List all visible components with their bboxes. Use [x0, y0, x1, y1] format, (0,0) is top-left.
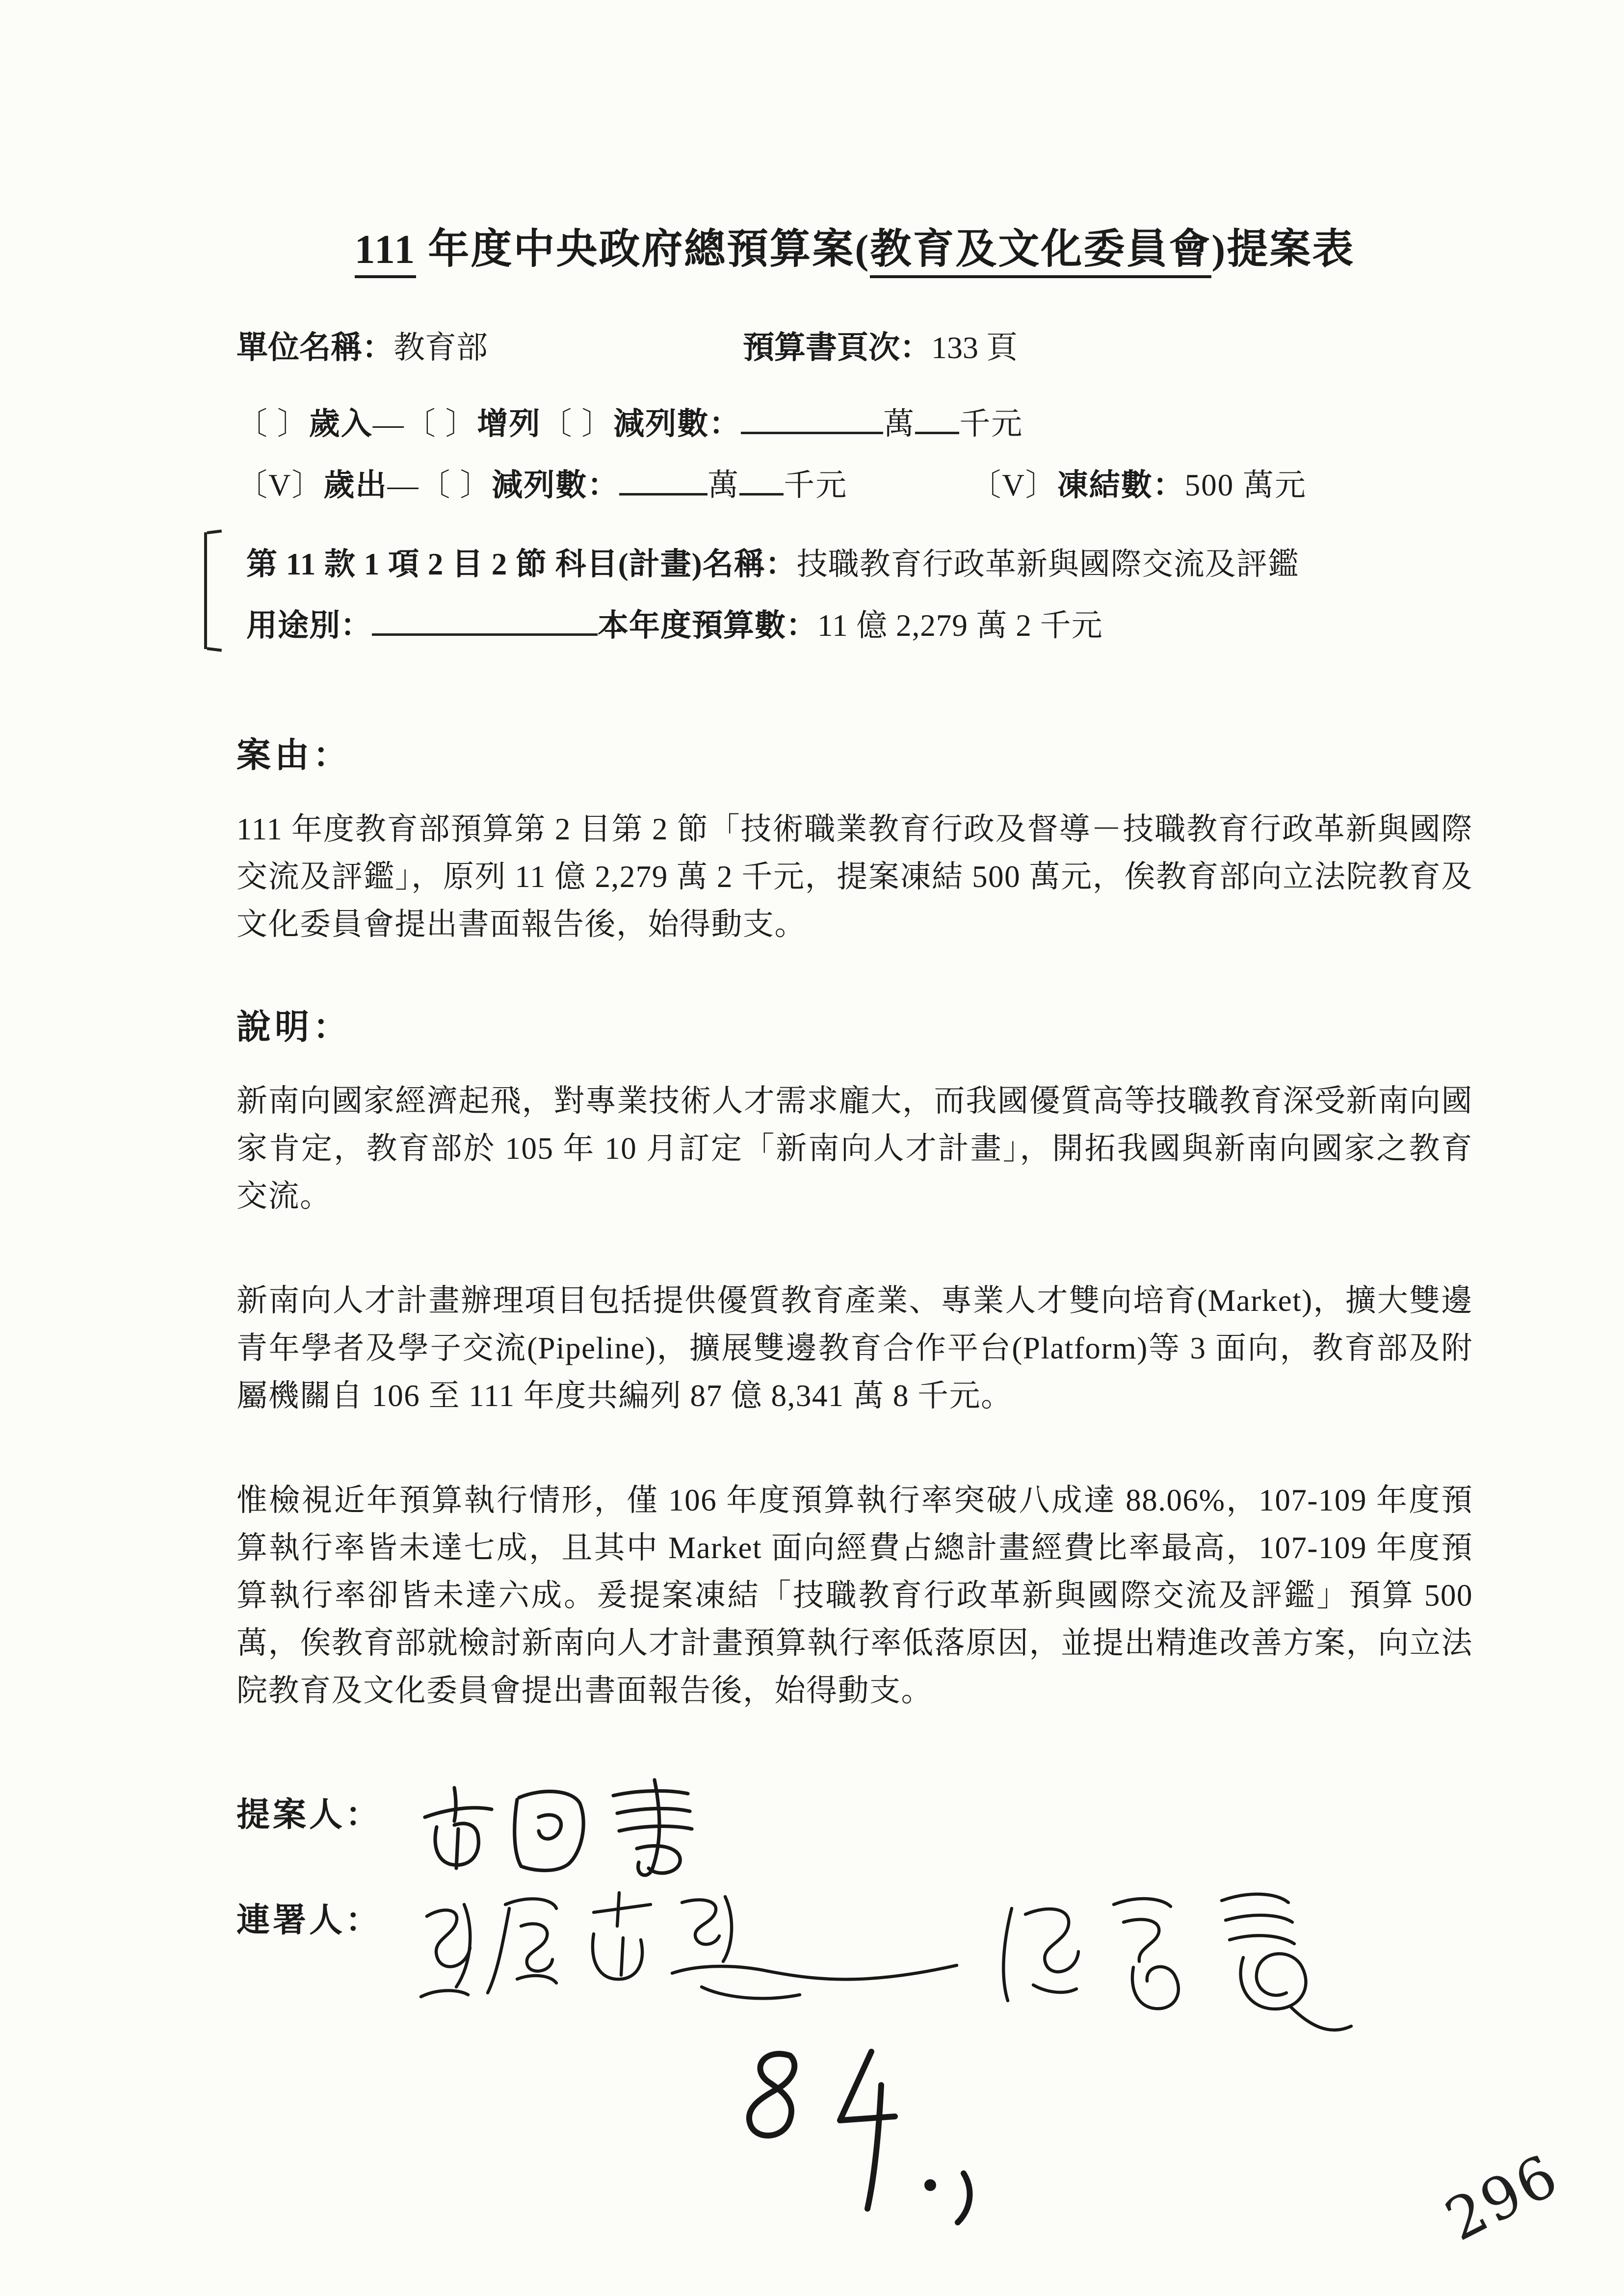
blank-underline — [741, 403, 883, 434]
text-segment: 萬 — [707, 468, 740, 502]
text-segment: 預算書頁次： — [743, 330, 931, 365]
text-segment: 歲入 — [309, 407, 373, 441]
text-segment: 〔 〕 — [404, 407, 477, 441]
explanation-paragraph-2: 新南向人才計畫辦理項目包括提供優質教育產業、專業人才雙向培育(Market)，擴大雙邊青年學者及學子交流(Pipeline)，擴展雙邊教育合作平台(Platform)等 3 面向，教育部及附屬機關自 106 至 111 年度共編列 87 億 8,341 萬 8 千元。 — [236, 1283, 1473, 1413]
blank-underline — [372, 605, 598, 636]
explanation-paragraph-1: 新南向國家經濟起飛，對專業技術人才需求龐大，而我國優質高等技職教育深受新南向國家肯定，教育部於 105 年 10 月訂定「新南向人才計畫」，開拓我國與新南向國家之教育交流。 — [236, 1084, 1473, 1213]
text-segment: 單位名稱： — [236, 330, 393, 365]
text-segment: 年度中央政府總預算案( — [416, 227, 870, 272]
usage-and-amount-line — [246, 600, 1473, 645]
text-segment: 歲出 — [323, 468, 388, 502]
text-segment: 〔V〕 — [236, 468, 324, 502]
text-segment: 〔 〕 — [541, 407, 614, 441]
text-segment: 11 億 2,279 萬 2 千元 — [817, 608, 1103, 643]
text-segment: 千元 — [784, 468, 848, 502]
text-segment: 技職教育行政革新與國際交流及評鑑 — [796, 547, 1299, 581]
blank-underline — [915, 403, 959, 434]
explanation-section-label: 說明： — [236, 1009, 351, 1046]
text-segment: )提案表 — [1211, 227, 1355, 272]
proposer-label: 提案人： — [236, 1796, 382, 1833]
text-segment: 133 頁 — [931, 330, 1018, 365]
budget-subject-block — [236, 539, 1473, 645]
explanation-paragraph-3: 惟檢視近年預算執行情形，僅 106 年度預算執行率突破八成達 88.06%，107-109 年度預算執行率皆未達七成，且其中 Market 面向經費占總計畫經費比率最高，107-109 年度預算執行率卻皆未達六成。爰提案凍結「技職教育行政革新與國際交流及評鑑」預算 500 萬，俟教育部就檢討新南向人才計畫預算執行率低落原因，並提出精進改善方案，向立法院教育及文化委員會提出書面報告後，始得動支。 — [236, 1483, 1473, 1708]
blank-underline — [739, 465, 784, 496]
text-segment: 增列 — [477, 407, 541, 441]
left-bracket-mark — [204, 532, 224, 649]
expenditure-checkbox-line — [236, 460, 1473, 505]
cosigner-signature-1 — [407, 1879, 986, 2046]
cosigner-signature-2 — [986, 1879, 1369, 2056]
handwritten-page-number: 296 — [1435, 2140, 1570, 2254]
text-segment: — — [372, 407, 405, 441]
text-segment: 萬 — [883, 407, 916, 441]
text-segment: 教育及文化委員會 — [870, 227, 1211, 278]
case-paragraph: 111 年度教育部預算第 2 目第 2 節「技術職業教育行政及督導－技職教育行政革新與國際交流及評鑑」，原列 11 億 2,279 萬 2 千元，提案凍結 500 萬元，俟教育部向立法院教育及文化委員會提出書面報告後，始得動支。 — [236, 812, 1473, 941]
cosigner-label: 連署人： — [236, 1902, 382, 1939]
text-segment: 第 11 款 1 項 2 目 2 節 科目(計畫)名稱： — [246, 547, 797, 581]
text-segment: 教育部 — [393, 330, 488, 365]
text-segment: 減列數： — [492, 468, 620, 502]
subject-title-line — [246, 539, 1473, 584]
document-title — [236, 216, 1473, 275]
blank-underline — [619, 465, 707, 496]
text-segment: 減列數： — [613, 407, 741, 441]
text-segment: — — [387, 468, 419, 502]
text-segment: 〔 〕 — [236, 407, 309, 441]
case-section-label: 案由： — [236, 737, 351, 775]
text-segment: 〔 〕 — [419, 468, 492, 502]
text-segment: 千元 — [959, 407, 1023, 441]
text-segment: 本年度預算數： — [598, 608, 817, 643]
text-segment: 111 — [355, 227, 417, 278]
unit-and-page-row — [236, 322, 1473, 367]
document-content — [236, 216, 1473, 1941]
text-segment: 用途別： — [246, 608, 372, 643]
handwritten-proposal-number — [707, 2026, 1011, 2237]
text-segment: 凍結數： — [1057, 468, 1185, 502]
text-segment: 500 萬元 — [1184, 468, 1307, 502]
text-segment: 〔V〕 — [970, 468, 1057, 502]
revenue-checkbox-line — [236, 399, 1473, 444]
